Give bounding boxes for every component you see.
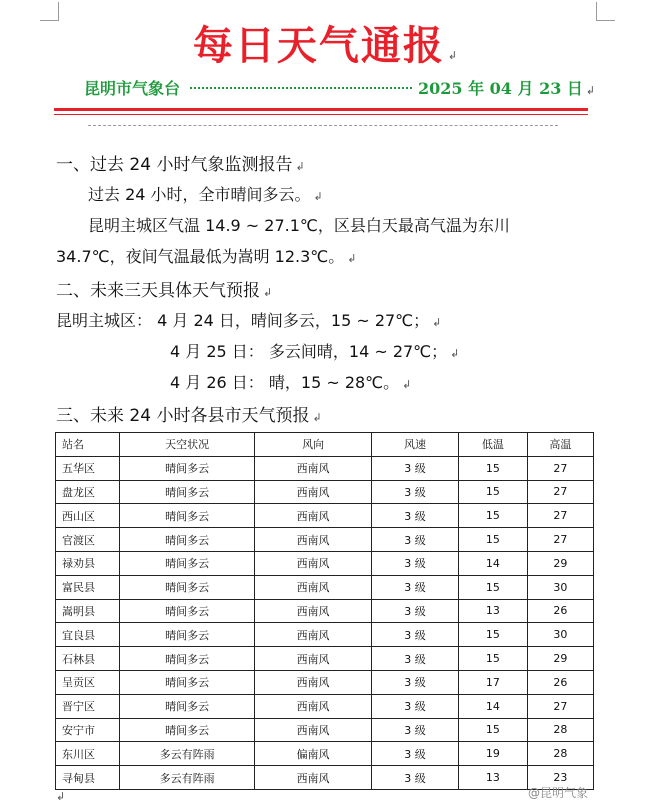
low-temp-cell: 15 [458, 480, 527, 504]
sky-cell: 多云有阵雨 [120, 742, 255, 766]
wind-speed-cell: 3 级 [372, 575, 459, 599]
wind-direction-cell: 西南风 [255, 528, 372, 552]
document-title [0, 14, 650, 71]
low-temp-cell: 15 [458, 647, 527, 671]
table-row [56, 742, 594, 766]
weibo-watermark: @昆明气象 [528, 786, 589, 800]
sky-cell: 晴间多云 [120, 599, 255, 623]
wind-speed-cell: 3 级 [372, 647, 459, 671]
table-body [56, 456, 594, 789]
high-temp-cell: 27 [527, 528, 593, 552]
paragraph-mark-icon: ↲ [56, 790, 66, 803]
agency-name: 昆明市气象台 [84, 79, 181, 98]
wind-direction-cell: 西南风 [255, 670, 372, 694]
low-temp-cell: 13 [458, 766, 527, 790]
sky-cell: 晴间多云 [120, 456, 255, 480]
header-rule-thin [54, 114, 588, 115]
low-temp-cell: 17 [458, 670, 527, 694]
wind-direction-cell: 西南风 [255, 575, 372, 599]
table-row [56, 766, 594, 790]
header-low-temp: 低温 [458, 433, 527, 457]
wind-speed-cell: 3 级 [372, 480, 459, 504]
high-temp-cell: 28 [527, 718, 593, 742]
sky-cell: 晴间多云 [120, 480, 255, 504]
sky-cell: 晴间多云 [120, 670, 255, 694]
table-row [56, 623, 594, 647]
high-temp-cell: 23 [527, 766, 593, 790]
wind-direction-cell: 西南风 [255, 456, 372, 480]
station-cell: 官渡区 [56, 528, 120, 552]
issue-date: 2025 年 04 月 23 日 ↲ [418, 79, 596, 98]
station-cell: 五华区 [56, 456, 120, 480]
sky-cell: 晴间多云 [120, 575, 255, 599]
paragraph-mark-icon: ↲ [447, 49, 458, 62]
paragraph-mark-icon: ↲ [295, 160, 305, 173]
wind-speed-cell: 3 级 [372, 766, 459, 790]
wind-speed-cell: 3 级 [372, 551, 459, 575]
header-sky: 天空状况 [120, 433, 255, 457]
section2-heading: 二、未来三天具体天气预报 ↲ [56, 281, 273, 301]
paragraph-mark-icon: ↲ [312, 411, 322, 424]
section-break-line [88, 125, 558, 126]
wind-direction-cell: 西南风 [255, 647, 372, 671]
forecast-line-1: 昆明主城区： 4 月 24 日，晴间多云，15 ~ 27℃； ↲ [56, 311, 442, 330]
wind-direction-cell: 西南风 [255, 504, 372, 528]
wind-speed-cell: 3 级 [372, 504, 459, 528]
table-row [56, 694, 594, 718]
section1-paragraph-1: 过去 24 小时，全市晴间多云。 ↲ [88, 185, 323, 204]
paragraph-mark-icon: ↲ [313, 190, 323, 203]
low-temp-cell: 15 [458, 504, 527, 528]
leader-dots [190, 87, 412, 89]
sky-cell: 晴间多云 [120, 551, 255, 575]
table-row [56, 599, 594, 623]
forecast-line-3: 4 月 26 日： 晴，15 ~ 28℃。 ↲ [170, 373, 412, 392]
high-temp-cell: 29 [527, 551, 593, 575]
header-wind-speed: 风速 [372, 433, 459, 457]
low-temp-cell: 15 [458, 575, 527, 599]
low-temp-cell: 19 [458, 742, 527, 766]
sky-cell: 晴间多云 [120, 718, 255, 742]
high-temp-cell: 26 [527, 599, 593, 623]
sky-cell: 晴间多云 [120, 504, 255, 528]
paragraph-mark-icon: ↲ [263, 286, 273, 299]
sky-cell: 晴间多云 [120, 623, 255, 647]
table-row [56, 504, 594, 528]
station-cell: 东川区 [56, 742, 120, 766]
wind-direction-cell: 西南风 [255, 766, 372, 790]
table-row [56, 456, 594, 480]
station-cell: 禄劝县 [56, 551, 120, 575]
table-row [56, 575, 594, 599]
wind-direction-cell: 西南风 [255, 694, 372, 718]
paragraph-mark-icon: ↲ [450, 347, 460, 360]
paragraph-mark-icon: ↲ [347, 252, 357, 265]
section1-paragraph-2b: 34.7℃，夜间气温最低为嵩明 12.3℃。 ↲ [56, 247, 357, 266]
high-temp-cell: 30 [527, 575, 593, 599]
table-header-row [56, 433, 594, 457]
station-cell: 富民县 [56, 575, 120, 599]
station-cell: 嵩明县 [56, 599, 120, 623]
station-cell: 呈贡区 [56, 670, 120, 694]
section3-heading: 三、未来 24 小时各县市天气预报 ↲ [56, 406, 322, 426]
wind-direction-cell: 西南风 [255, 623, 372, 647]
wind-direction-cell: 西南风 [255, 551, 372, 575]
low-temp-cell: 15 [458, 456, 527, 480]
high-temp-cell: 27 [527, 694, 593, 718]
title-text: 每日天气通报 [192, 22, 445, 69]
wind-speed-cell: 3 级 [372, 599, 459, 623]
high-temp-cell: 28 [527, 742, 593, 766]
wind-direction-cell: 西南风 [255, 599, 372, 623]
header-station: 站名 [56, 433, 120, 457]
paragraph-mark-icon: ↲ [585, 84, 596, 97]
wind-speed-cell: 3 级 [372, 742, 459, 766]
wind-speed-cell: 3 级 [372, 456, 459, 480]
wind-speed-cell: 3 级 [372, 670, 459, 694]
county-forecast-table [55, 432, 594, 790]
low-temp-cell: 13 [458, 599, 527, 623]
wind-direction-cell: 西南风 [255, 480, 372, 504]
station-cell: 寻甸县 [56, 766, 120, 790]
wind-direction-cell: 偏南风 [255, 742, 372, 766]
section1-paragraph-2a: 昆明主城区气温 14.9 ~ 27.1℃，区县白天最高气温为东川 [88, 216, 510, 235]
wind-speed-cell: 3 级 [372, 528, 459, 552]
low-temp-cell: 15 [458, 718, 527, 742]
station-cell: 安宁市 [56, 718, 120, 742]
table-row [56, 718, 594, 742]
header-wind-direction: 风向 [255, 433, 372, 457]
station-cell: 盘龙区 [56, 480, 120, 504]
high-temp-cell: 27 [527, 480, 593, 504]
wind-speed-cell: 3 级 [372, 718, 459, 742]
table-row [56, 480, 594, 504]
table-row [56, 670, 594, 694]
table-row [56, 551, 594, 575]
low-temp-cell: 15 [458, 528, 527, 552]
wind-speed-cell: 3 级 [372, 694, 459, 718]
station-cell: 宜良县 [56, 623, 120, 647]
sky-cell: 晴间多云 [120, 694, 255, 718]
low-temp-cell: 15 [458, 623, 527, 647]
station-cell: 晋宁区 [56, 694, 120, 718]
wind-speed-cell: 3 级 [372, 623, 459, 647]
header-rule-thick [54, 108, 588, 111]
sky-cell: 晴间多云 [120, 647, 255, 671]
header-high-temp: 高温 [527, 433, 593, 457]
high-temp-cell: 30 [527, 623, 593, 647]
high-temp-cell: 27 [527, 456, 593, 480]
table-row [56, 647, 594, 671]
wind-direction-cell: 西南风 [255, 718, 372, 742]
forecast-line-2: 4 月 25 日： 多云间晴，14 ~ 27℃； ↲ [170, 342, 460, 361]
station-cell: 石林县 [56, 647, 120, 671]
section1-heading: 一、过去 24 小时气象监测报告 ↲ [56, 155, 305, 175]
paragraph-mark-icon: ↲ [432, 316, 442, 329]
high-temp-cell: 27 [527, 504, 593, 528]
paragraph-mark-icon: ↲ [402, 378, 412, 391]
high-temp-cell: 26 [527, 670, 593, 694]
station-cell: 西山区 [56, 504, 120, 528]
low-temp-cell: 14 [458, 694, 527, 718]
sky-cell: 晴间多云 [120, 528, 255, 552]
sky-cell: 多云有阵雨 [120, 766, 255, 790]
table-row [56, 528, 594, 552]
high-temp-cell: 29 [527, 647, 593, 671]
low-temp-cell: 14 [458, 551, 527, 575]
